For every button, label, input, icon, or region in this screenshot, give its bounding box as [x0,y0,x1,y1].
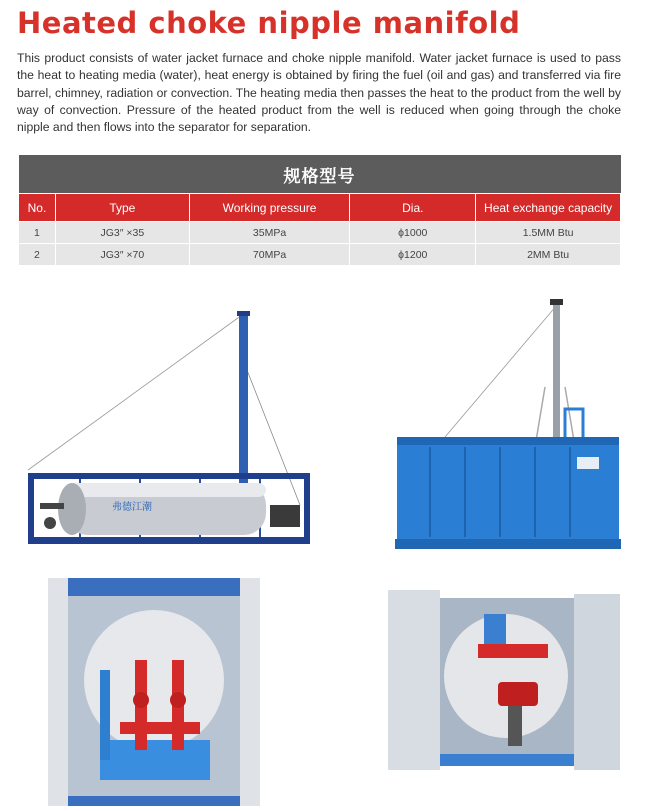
table-row [19,244,621,266]
table-cell: 70MPa [189,244,350,266]
interior-burner-photo [388,584,622,778]
col-heat-exchange: Heat exchange capacity [476,194,621,222]
table-cell: JG3″ ×70 [55,244,189,266]
col-dia: Dia. [350,194,476,222]
col-type: Type [55,194,189,222]
table-row [19,222,621,244]
table-cell: ϕ1000 [350,222,476,244]
tank-brand-text: 弗德江潮 [112,502,152,513]
col-no: No. [19,194,56,222]
table-cell: ϕ1200 [350,244,476,266]
table-cell: 1.5MM Btu [476,222,621,244]
product-description: This product consists of water jacket furnace and choke nipple manifold. Water jacket furnace is used to pass the heat to heating media (water), heat energy is obtained by firing the fuel (oil and gas) and transferred via fire barrel, chimney, radiation or convection. The heating media then passes the heat to the product from the well by way of convection. Pressure of the heated product from the well is reduced when going through the choke nipple and then flows into the separator for separation. [17,51,621,135]
enclosed-heater-photo [385,297,625,555]
table-cell: 35MPa [189,222,350,244]
heater-skid-photo [20,305,315,555]
interior-manifold-photo [40,572,268,810]
spec-table [18,155,621,266]
table-cell: JG3″ ×35 [55,222,189,244]
col-working-pressure: Working pressure [189,194,350,222]
spec-table-heading: 规格型号 [19,155,621,194]
table-cell: 2MM Btu [476,244,621,266]
page-title: Heated choke nipple manifold [17,6,521,40]
table-cell: 2 [19,244,56,266]
table-cell: 1 [19,222,56,244]
